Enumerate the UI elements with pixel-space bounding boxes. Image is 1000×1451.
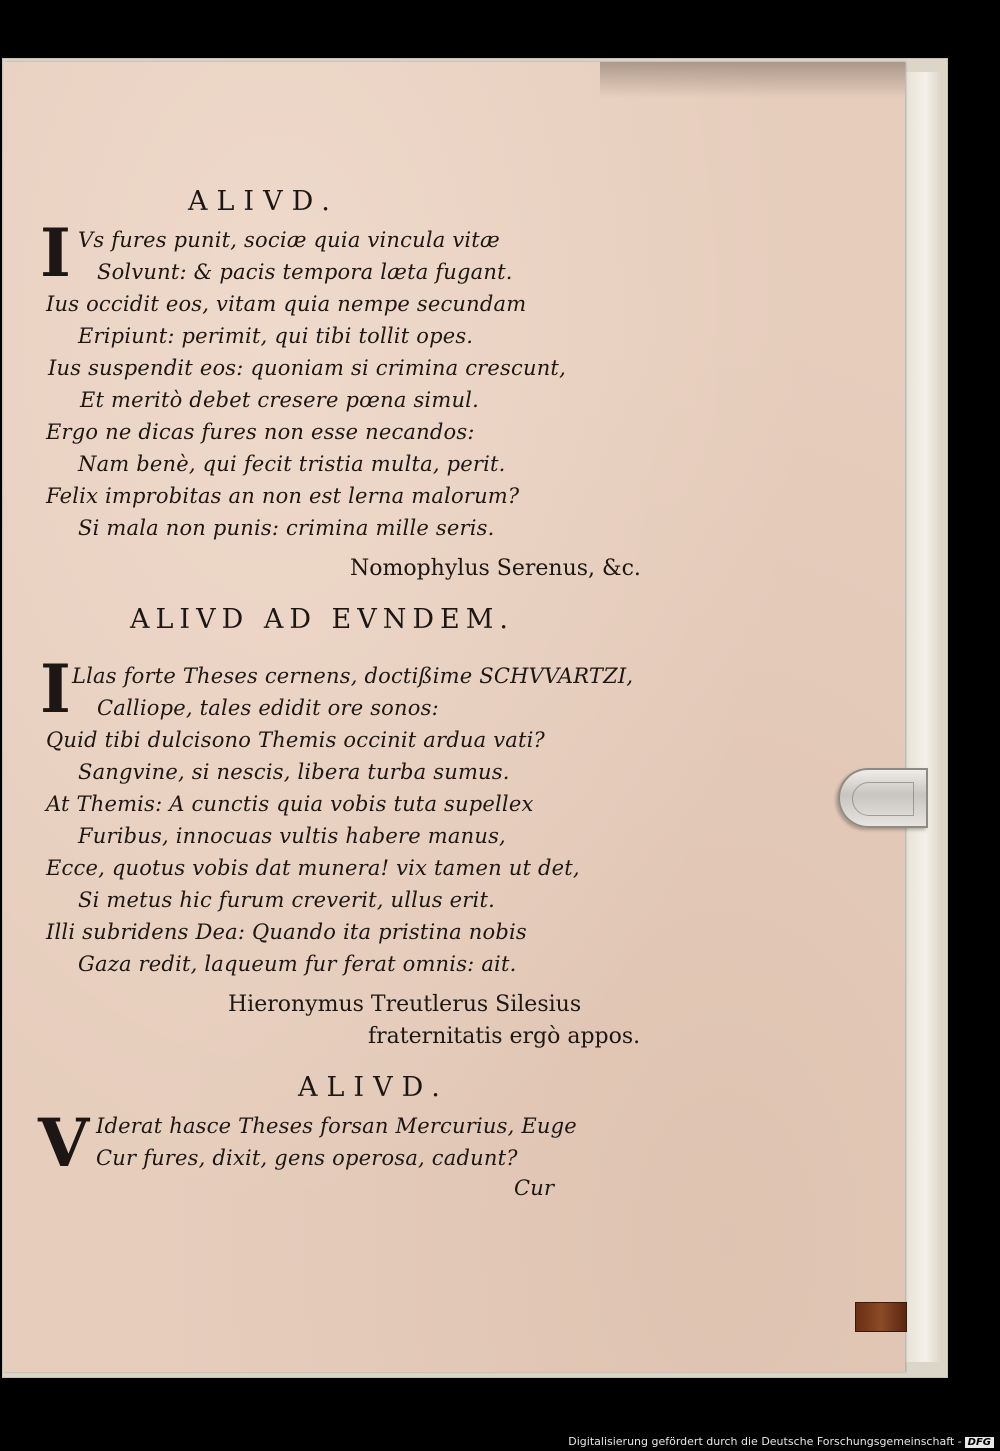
poem2-line: Furibus, innocuas vultis habere manus,	[78, 824, 506, 848]
poem2-line: Sangvine, si nescis, libera turba sumus.	[78, 760, 510, 784]
poem2-line: Llas forte Theses cernens, doctißime SCHVVARTZI,	[72, 664, 634, 688]
digitization-credit	[568, 1435, 994, 1448]
poem1-heading: ALIVD.	[188, 186, 339, 217]
poem1-line: Ius suspendit eos: quoniam si crimina crescunt,	[48, 356, 566, 380]
poem2-line: Si metus hic furum creverit, ullus erit.	[78, 888, 495, 912]
glass-page-clip-rim	[852, 782, 914, 816]
poem1-dropcap: I	[40, 214, 71, 292]
poem2-line: At Themis: A cunctis quia vobis tuta supellex	[46, 792, 534, 816]
backing-board-edge	[905, 72, 943, 1362]
poem2-heading: ALIVD AD EVNDEM.	[130, 604, 514, 635]
poem2-dropcap: I	[40, 650, 71, 728]
poem1-line: Solvunt: & pacis tempora læta fugant.	[97, 260, 513, 284]
dfg-logo: DFG	[965, 1437, 994, 1448]
poem1-line: Et meritò debet cresere pœna simul.	[80, 388, 479, 412]
poem2-line: Calliope, tales edidit ore sonos:	[97, 696, 439, 720]
poem2-signature: Hieronymus Treutlerus Silesius	[228, 992, 582, 1017]
poem1-line: Ergo ne dicas fures non esse necandos:	[46, 420, 475, 444]
poem1-line: Vs fures punit, sociæ quia vincula vitæ	[78, 228, 500, 252]
digitization-credit-text: Digitalisierung gefördert durch die Deutsche Forschungsgemeinschaft -	[568, 1435, 962, 1448]
poem2-line: Illi subridens Dea: Quando ita pristina nobis	[46, 920, 527, 944]
brown-bookmark-tab	[855, 1302, 907, 1332]
poem2-signature: fraternitatis ergò appos.	[368, 1024, 641, 1049]
poem1-line: Nam benè, qui fecit tristia multa, perit.	[78, 452, 506, 476]
poem3-line: Iderat hasce Theses forsan Mercurius, Euge	[96, 1114, 577, 1138]
poem3-dropcap: V	[38, 1104, 90, 1182]
poem3-heading: ALIVD.	[298, 1072, 449, 1103]
poem1-line: Ius occidit eos, vitam quia nempe secundam	[46, 292, 527, 316]
poem3-line: Cur fures, dixit, gens operosa, cadunt?	[96, 1146, 518, 1170]
page-top-shadow	[600, 62, 905, 98]
poem2-line: Ecce, quotus vobis dat munera! vix tamen ut det,	[46, 856, 580, 880]
poem2-line: Gaza redit, laqueum fur ferat omnis: ait.	[78, 952, 517, 976]
poem1-line: Si mala non punis: crimina mille seris.	[78, 516, 495, 540]
poem3-catchword: Cur	[514, 1176, 555, 1200]
poem1-line: Eripiunt: perimit, qui tibi tollit opes.	[78, 324, 474, 348]
poem1-signature: Nomophylus Serenus, &c.	[350, 556, 641, 581]
poem1-line: Felix improbitas an non est lerna malorum?	[46, 484, 520, 508]
poem2-line: Quid tibi dulcisono Themis occinit ardua vati?	[46, 728, 545, 752]
